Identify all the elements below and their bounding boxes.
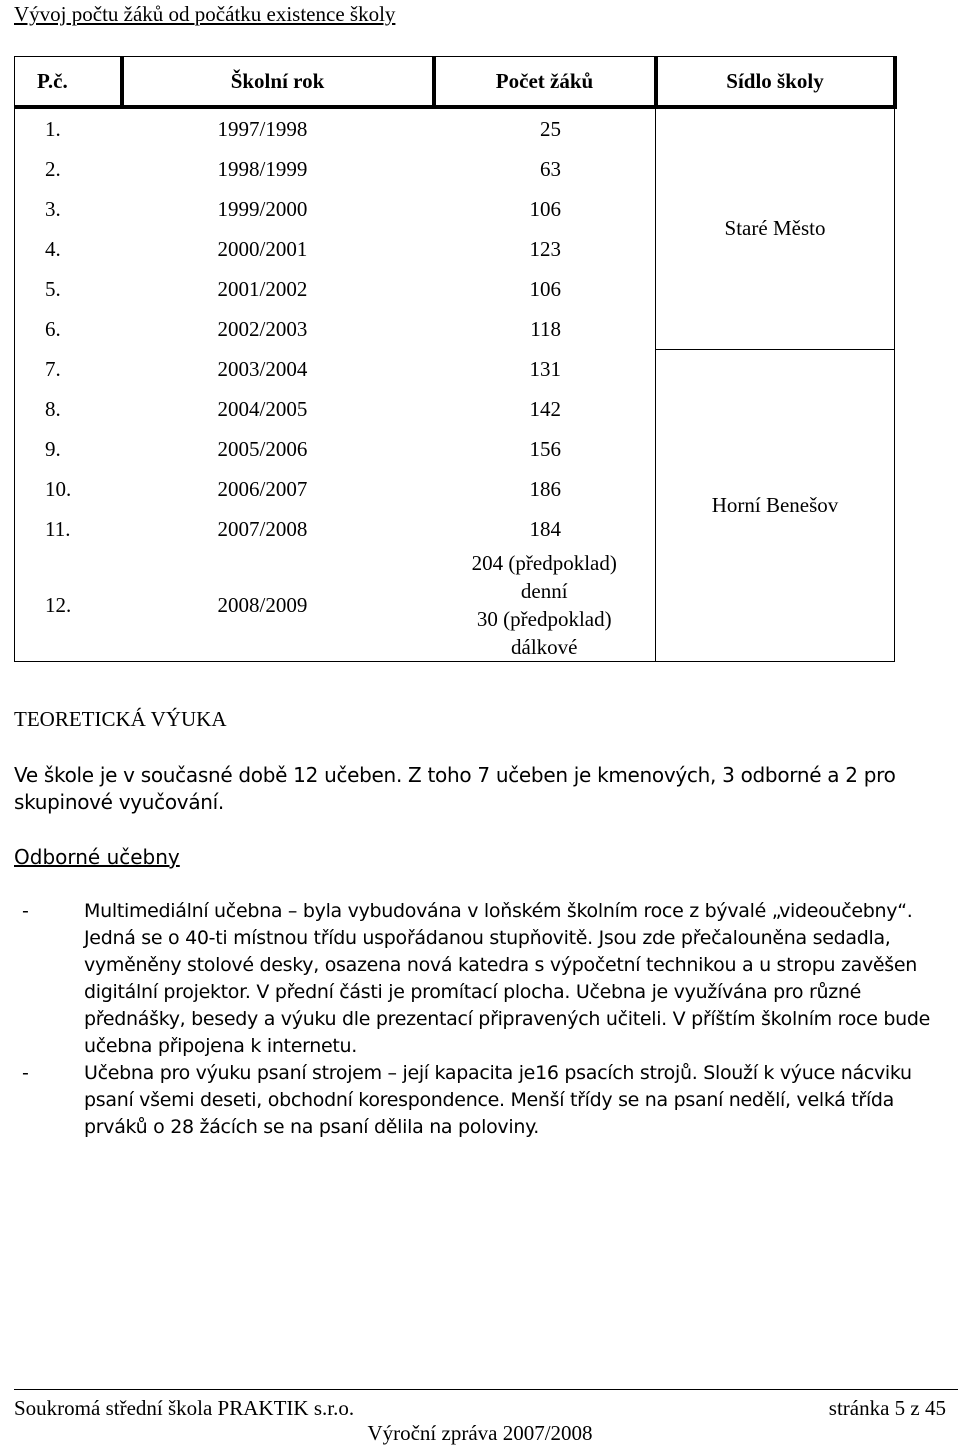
header-school-seat: Sídlo školy	[656, 57, 895, 108]
row-count: 123	[434, 229, 656, 269]
footer-divider	[14, 1389, 958, 1390]
row-count: 184	[434, 509, 656, 549]
dash-bullet: -	[22, 1062, 29, 1084]
row-number: 8.	[15, 389, 122, 429]
list-item-text: Multimediální učebna – byla vybudována v loňském školním roce z bývalé „videoučebny“. Jedná se o 40-ti místnou třídu uspořádanou stupňovitě. Jsou zde přečalouněna sedadla, vyměněny stolové desky, osazena nová katedra s výpočetní technikou a u stropu zavěšen digitální projektor. V přední části je promítací plocha. Učebna je využívána pro různé přednášky, besedy a výuku dle prezentací připravených učiteli. V příštím školním roce bude učebna připojena k internetu.	[84, 900, 930, 1057]
seat-horni-benesov: Horní Benešov	[656, 349, 895, 662]
paragraph-line: Ve škole je v současné době 12 učeben. Z toho 7 učeben je kmenových, 3 odborné a 2 pro	[14, 763, 896, 787]
paragraph-line: skupinové vyučování.	[14, 790, 224, 814]
row-number: 12.	[15, 549, 122, 662]
footer-school-name: Soukromá střední škola PRAKTIK s.r.o.	[14, 1396, 355, 1420]
student-count-table	[14, 56, 897, 662]
forecast-day-label: denní	[520, 579, 568, 603]
header-school-year: Školní rok	[122, 57, 434, 108]
table-row	[15, 349, 895, 389]
row-year: 1999/2000	[217, 196, 308, 221]
row-number: 3.	[15, 189, 122, 229]
row-count: 25	[434, 107, 656, 149]
row-year: 2003/2004	[217, 356, 308, 381]
forecast-distance-count: 30 (předpoklad)	[476, 607, 612, 631]
row-year: 2002/2003	[217, 316, 308, 341]
row-number: 11.	[15, 509, 122, 549]
row-count: 131	[434, 349, 656, 389]
row-count: 63	[434, 149, 656, 189]
row-year: 2001/2002	[217, 276, 308, 301]
header-student-count: Počet žáků	[434, 57, 656, 108]
list-item-text: Učebna pro výuku psaní strojem – její kapacita je16 psacích strojů. Slouží k výuce nácviku psaní všemi deseti, obchodní korespondence. Menší třídy se na psaní nedělí, velká třída prváků o 28 žácích se na psaní dělila na poloviny.	[84, 1062, 912, 1138]
row-number: 4.	[15, 229, 122, 269]
classroom-list	[14, 898, 954, 1141]
row-number: 1.	[15, 107, 122, 149]
row-year: 1997/1998	[217, 116, 308, 141]
row-year: 2006/2007	[217, 476, 308, 501]
forecast-distance-label: dálkové	[511, 635, 578, 659]
list-item	[14, 898, 954, 1060]
dash-bullet: -	[22, 900, 29, 922]
row-year: 2007/2008	[217, 516, 308, 541]
row-year: 2000/2001	[217, 236, 308, 261]
row-count: 186	[434, 469, 656, 509]
table-header-row	[15, 57, 895, 108]
section-heading: TEORETICKÁ VÝUKA	[14, 707, 227, 731]
row-year: 2004/2005	[217, 396, 308, 421]
header-number: P.č.	[15, 57, 122, 108]
footer-report-title: Výroční zpráva 2007/2008	[367, 1421, 593, 1445]
footer-page-number: stránka 5 z 45	[828, 1396, 946, 1420]
row-count: 106	[434, 189, 656, 229]
table-row	[15, 107, 895, 149]
row-number: 2.	[15, 149, 122, 189]
row-year: 1998/1999	[217, 156, 308, 181]
row-year: 2005/2006	[217, 436, 308, 461]
row-year: 2008/2009	[122, 549, 434, 662]
sub-heading: Odborné učebny	[14, 845, 180, 869]
row-number: 7.	[15, 349, 122, 389]
seat-stare-mesto: Staré Město	[656, 107, 895, 349]
row-count: 106	[434, 269, 656, 309]
row-count: 142	[434, 389, 656, 429]
row-count-forecast	[434, 549, 656, 662]
list-item	[14, 1060, 954, 1141]
row-count: 156	[434, 429, 656, 469]
forecast-day-count: 204 (předpoklad)	[471, 551, 617, 575]
row-number: 10.	[15, 469, 122, 509]
row-number: 6.	[15, 309, 122, 349]
row-number: 9.	[15, 429, 122, 469]
row-number: 5.	[15, 269, 122, 309]
row-count: 118	[434, 309, 656, 349]
page-title: Vývoj počtu žáků od počátku existence školy	[14, 2, 396, 26]
